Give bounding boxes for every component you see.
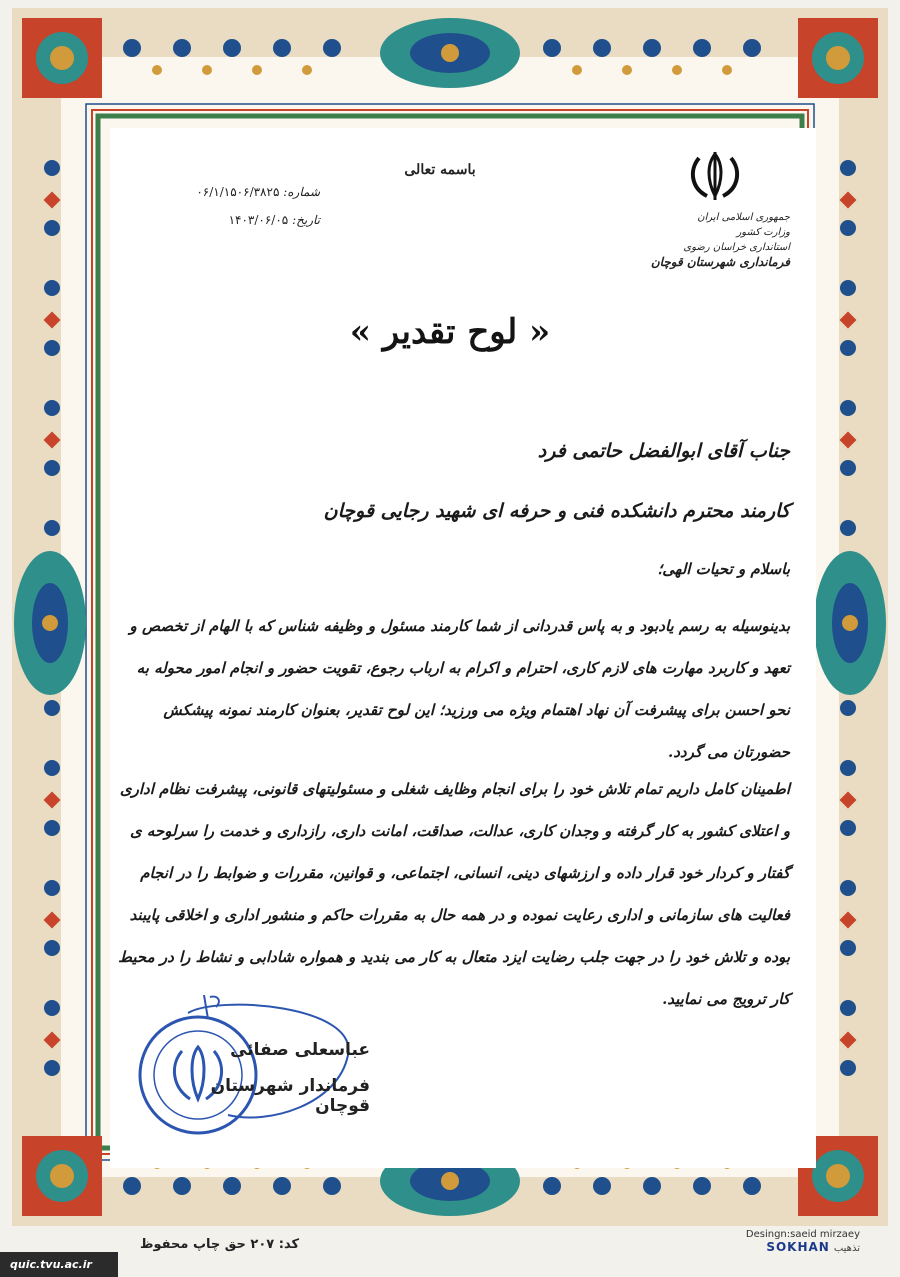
office-name: فرمانداری شهرستان قوچان: [650, 255, 790, 269]
brand-logo: [720, 1240, 860, 1254]
date-value: ۱۴۰۳/۰۶/۰۵: [228, 213, 289, 227]
designer-name: Desingn:saeid mirzaey: [745, 1229, 860, 1240]
certificate-title: « لوح تقدیر »: [349, 312, 551, 352]
document-meta: [120, 178, 320, 234]
emblem-line-3: استانداری خراسان رضوی: [683, 242, 790, 253]
addressee-position: کارمند محترم دانشکده فنی و حرفه ای شهید رجایی قوچان: [323, 500, 790, 522]
signer-name: عباسعلی صفائی: [230, 1040, 370, 1060]
brand-fa: تذهیب: [833, 1243, 860, 1254]
paragraph-2: اطمینان کامل داریم تمام تلاش خود را برای انجام وظایف شغلی و مسئولیتهای قانونی، پیشرفت نظام اداری و اعتلای کشور به کار گرفته و وجدان کاری، عدالت، صداقت، امانت داری، رازداری و خدمت را سرلوحه ی گفتار و کردار خود قرار داده و ارزشهای دینی، انسانی، اجتماعی، و قوانین، مقررات و ضوابط را در انجام فعالیت های سازمانی و اداری رعایت نموده و در همه حال به مقررات حاکم و منشور اداری و اخلاقی پایبند بوده و تلاش خود را در جهت جلب رضایت ایزد متعال به کار می بندید و همواره شادابی و نشاط را در محیط کار ترویج می نمایید.: [118, 780, 790, 1008]
designer-credit: [720, 1229, 860, 1254]
paragraph-1: بدینوسیله به رسم یادبود و به پاس قدردانی از شما کارمند مسئول و وظیفه شناس که با الهام از تخصص و تعهد و کاربرد مهارت های لازم کاری، احترام و اکرام به ارباب رجوع، تقویت حضور و انجام امور محوله به نحو احسن برای پیشرفت آن نهاد اهتمام ویژه می ورزید؛ این لوح تقدیر، بعنوان کارمند نمونه پیشکش حضورتان می گردد.: [129, 617, 790, 761]
iran-emblem-icon: [685, 150, 745, 202]
addressee: جناب آقای ابوالفضل حاتمی فرد: [537, 440, 790, 462]
number-value: ۰۶/۱/۱۵۰۶/۳۸۲۵: [196, 185, 280, 199]
emblem-block: [640, 150, 790, 270]
emblem-line-2: وزارت کشور: [736, 227, 790, 238]
print-code: کد: ۲۰۷ حق چاپ محفوظ: [140, 1237, 300, 1252]
signer-role: فرماندار شهرستان قوچان: [210, 1076, 370, 1116]
basmala: باسمه تعالی: [404, 162, 476, 178]
brand-name: SOKHAN: [766, 1240, 830, 1254]
source-url: quic.tvu.ac.ir: [0, 1252, 118, 1277]
number-label: شماره:: [283, 185, 320, 199]
date-label: تاریخ:: [292, 213, 320, 227]
greeting: باسلام و تحیات الهی؛: [657, 560, 790, 578]
signature-block: [170, 1040, 370, 1116]
emblem-line-1: جمهوری اسلامی ایران: [697, 212, 790, 223]
